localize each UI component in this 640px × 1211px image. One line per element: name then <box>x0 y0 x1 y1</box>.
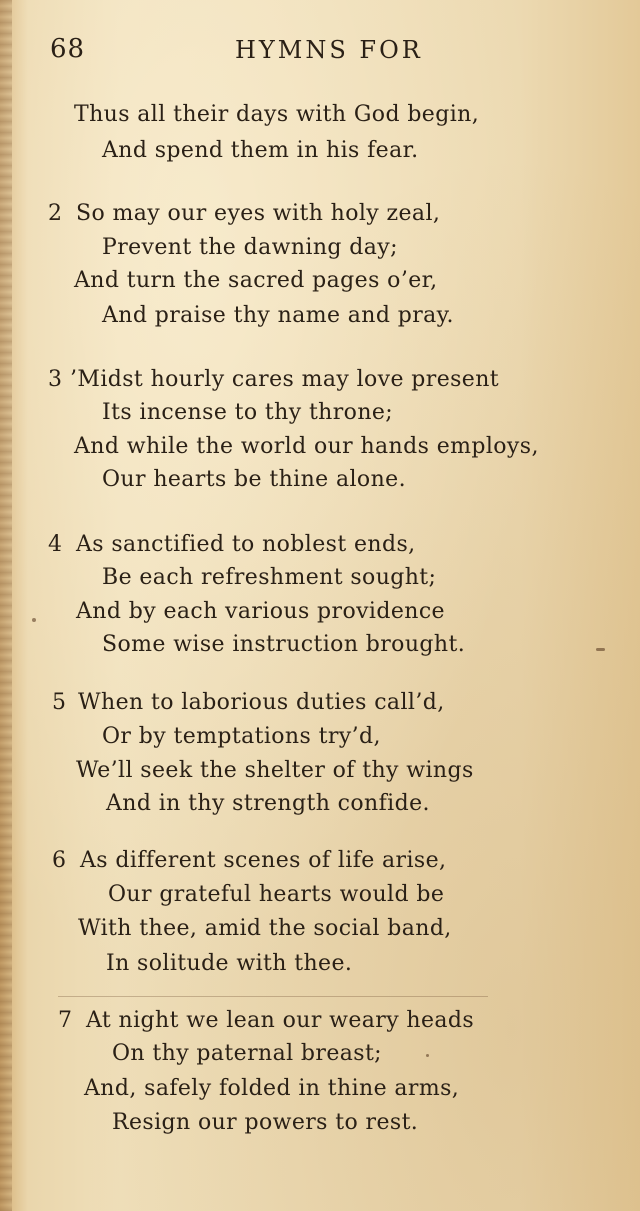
stanza-number: 2 <box>48 201 62 226</box>
faint-rule <box>58 996 488 997</box>
stanza-number: 4 <box>48 532 62 557</box>
verse-line: And while the world our hands employs, <box>74 434 539 459</box>
verse-line: ’Midst hourly cares may love present <box>70 367 500 392</box>
verse-line: At night we lean our weary heads <box>86 1008 475 1033</box>
running-head <box>0 34 640 74</box>
verse-line: Our grateful hearts would be <box>108 882 445 907</box>
page-number: 68 <box>50 34 86 64</box>
verse-line: And, safely folded in thine arms, <box>84 1076 460 1101</box>
verse-line: As different scenes of life arise, <box>80 848 447 873</box>
verse-line: In solitude with thee. <box>106 951 353 976</box>
verse-line: Some wise instruction brought. <box>102 632 466 657</box>
verse-line: When to laborious duties call’d, <box>78 690 445 715</box>
stanza-number: 5 <box>52 690 66 715</box>
verse-line: We’ll seek the shelter of thy wings <box>76 758 474 783</box>
verse-line: Our hearts be thine alone. <box>102 467 406 492</box>
stanza-number: 3 <box>48 367 62 392</box>
running-title: HYMNS FOR <box>235 36 423 64</box>
stanza-number: 6 <box>52 848 66 873</box>
verse-line: So may our eyes with holy zeal, <box>76 201 441 226</box>
verse-line: And spend them in his fear. <box>102 138 419 163</box>
verse-line: On thy paternal breast; <box>112 1041 382 1066</box>
verse-line: Be each refreshment sought; <box>102 565 437 590</box>
verse-line: Thus all their days with God begin, <box>74 102 480 127</box>
verse-line: As sanctified to noblest ends, <box>76 532 416 557</box>
foxing-speck <box>426 1054 429 1057</box>
page-edge-shadow <box>0 0 12 1211</box>
verse-line: And by each various providence <box>76 599 445 624</box>
verse-line: Or by temptations try’d, <box>102 724 381 749</box>
foxing-speck <box>596 648 605 651</box>
foxing-speck <box>32 618 36 622</box>
verse-line: With thee, amid the social band, <box>78 916 452 941</box>
verse-line: And in thy strength confide. <box>106 791 430 816</box>
verse-line: And praise thy name and pray. <box>102 303 454 328</box>
verse-line: And turn the sacred pages o’er, <box>74 268 438 293</box>
verse-line: Resign our powers to rest. <box>112 1110 419 1135</box>
verse-line: Its incense to thy throne; <box>102 400 394 425</box>
verse-line: Prevent the dawning day; <box>102 235 398 260</box>
stanza-number: 7 <box>58 1008 72 1033</box>
